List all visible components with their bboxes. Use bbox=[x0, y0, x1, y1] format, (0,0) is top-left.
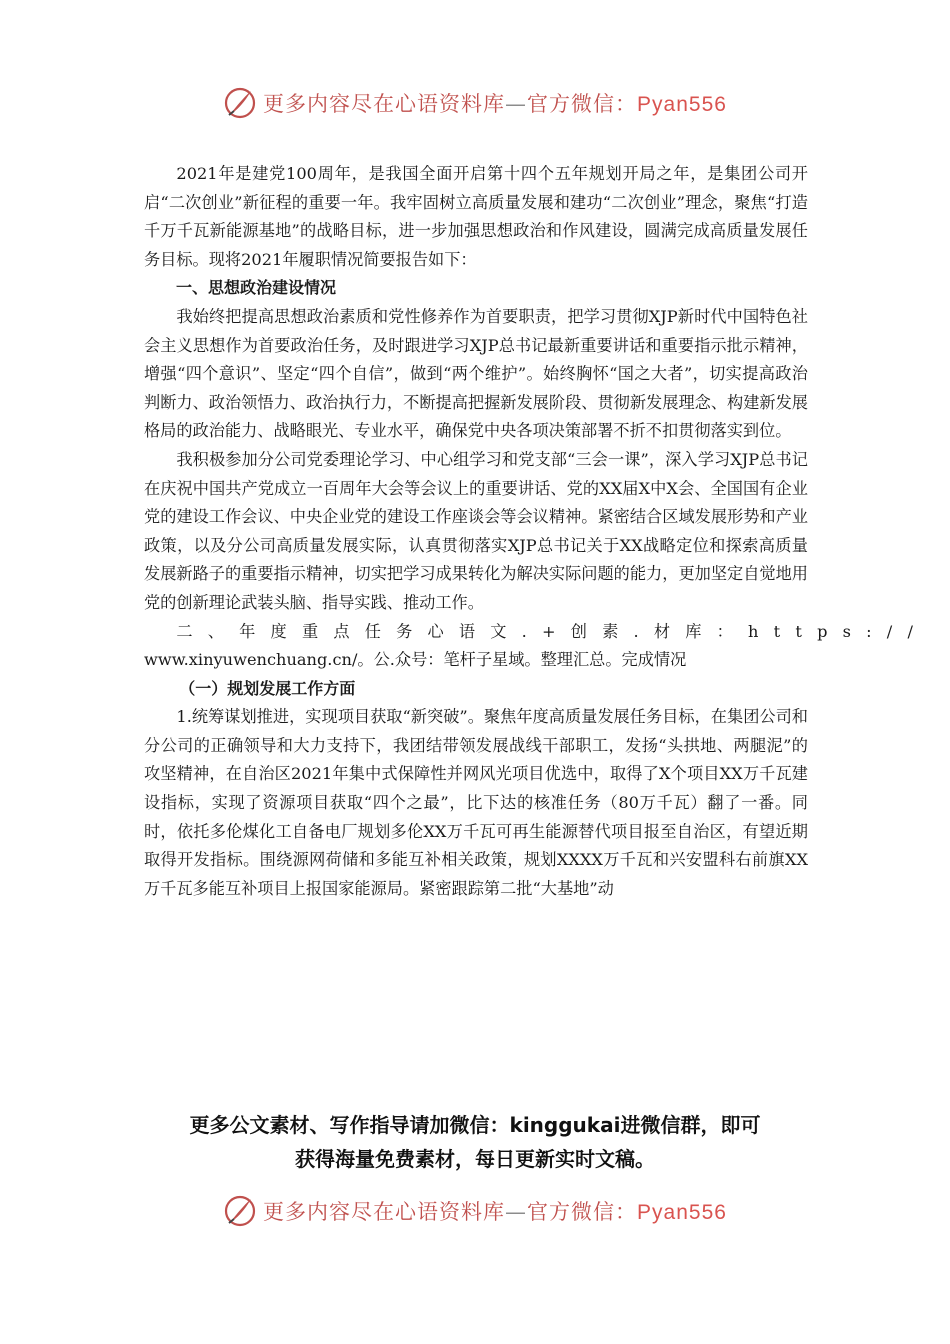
section-2-heading-line-1: 二、年度重点任务心语文.+创素.材库：https:// bbox=[176, 621, 929, 641]
quill-pen-seal-icon bbox=[223, 86, 257, 120]
section-1-paragraph-2: 我积极参加分公司党委理论学习、中心组学习和党支部“三会一课”，深入学习XJP总书记在庆祝中国共产党成立一百周年大会等会议上的重要讲话、党的XX届X中X会、全国国有企业党的建设工作会议、中央企业党的建设工作座谈会等会议精神。紧密结合区域发展形势和产业政策，以及分公司高质量发展实际，认真贯彻落实XJP总书记关于XX战略定位和探索高质量发展新路子的重要指示精神，切实把学习成果转化为解决实际问题的能力，更加坚定自觉地用党的创新理论武装头脑、指导实践、推动工作。 bbox=[144, 449, 808, 612]
quill-pen-seal-icon bbox=[223, 1194, 257, 1228]
document-body bbox=[144, 160, 929, 903]
header-banner bbox=[0, 78, 950, 128]
banner-text: 更多内容尽在心语资料库—官方微信：Pyan556 bbox=[263, 92, 727, 116]
footer-banner bbox=[0, 1186, 950, 1236]
footer-promo bbox=[0, 1108, 950, 1176]
section-1-paragraph-1: 我始终把提高思想政治素质和党性修养作为首要职责，把学习贯彻XJP新时代中国特色社会主义思想作为首要政治任务，及时跟进学习XJP总书记最新重要讲话和重要指示批示精神，增强“四个意识”、坚定“四个自信”，做到“两个维护”。始终胸怀“国之大者”，切实提高政治判断力、政治领悟力、政治执行力，不断提高把握新发展阶段、贯彻新发展理念、构建新发展格局的政治能力、战略眼光、专业水平，确保党中央各项决策部署不折不扣贯彻落实到位。 bbox=[144, 306, 808, 441]
banner-text: 更多内容尽在心语资料库—官方微信：Pyan556 bbox=[263, 1200, 727, 1224]
subsection-1-paragraph-1: 1.统筹谋划推进，实现项目获取“新突破”。聚焦年度高质量发展任务目标，在集团公司和分公司的正确领导和大力支持下，我团结带领发展战线干部职工，发扬“头拱地、两腿泥”的攻坚精神，在自治区2021年集中式保障性并网风光项目优选中，取得了X个项目XX万千瓦建设指标，实现了资源项目获取“四个之最”，比下达的核准任务（80万千瓦）翻了一番。同时，依托多伦煤化工自备电厂规划多伦XX万千瓦可再生能源替代项目报至自治区，有望近期取得开发指标。围绕源网荷储和多能互补相关政策，规划XXXX万千瓦和兴安盟科右前旗XX万千瓦多能互补项目上报国家能源局。紧密跟踪第二批“大基地”动 bbox=[144, 707, 808, 898]
section-2-heading-line-2: www.xinyuwenchuang.cn/。公.众号：笔杆子星域。整理汇总。完成情况 bbox=[144, 650, 687, 670]
footer-line-2: 获得海量免费素材，每日更新实时文稿。 bbox=[295, 1147, 655, 1171]
subsection-1-heading: （一）规划发展工作方面 bbox=[179, 678, 356, 698]
section-1-heading: 一、思想政治建设情况 bbox=[176, 278, 337, 298]
footer-line-1: 更多公文素材、写作指导请加微信：kinggukai进微信群，即可 bbox=[189, 1113, 761, 1137]
intro-paragraph: 2021年是建党100周年，是我国全面开启第十四个五年规划开局之年，是集团公司开启“二次创业”新征程的重要一年。我牢固树立高质量发展和建功“二次创业”理念，聚焦“打造千万千瓦新能源基地”的战略目标，进一步加强思想政治和作风建设，圆满完成高质量发展任务目标。现将2021年履职情况简要报告如下： bbox=[144, 164, 808, 269]
